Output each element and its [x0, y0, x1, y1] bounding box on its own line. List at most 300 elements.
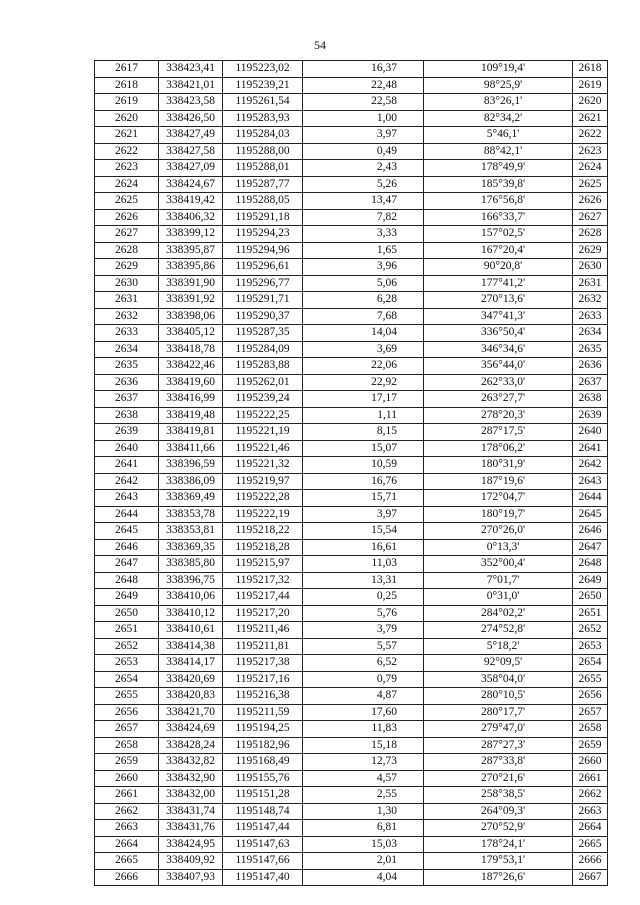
point-number-cell: 2636: [95, 374, 159, 391]
point-number-cell: 2635: [95, 358, 159, 375]
next-point-cell: 2637: [573, 374, 608, 391]
y-coordinate-cell: 1195217,38: [223, 655, 303, 672]
table-row: [95, 605, 608, 622]
next-point-cell: 2629: [573, 242, 608, 259]
table-row: [95, 209, 608, 226]
distance-cell: 3,97: [303, 506, 424, 523]
next-point-cell: 2633: [573, 308, 608, 325]
distance-cell: 0,49: [303, 143, 424, 160]
next-point-cell: 2630: [573, 259, 608, 276]
table-row: [95, 61, 608, 78]
distance-cell: 7,82: [303, 209, 424, 226]
coordinates-table-body: [95, 61, 608, 886]
distance-cell: 3,97: [303, 127, 424, 144]
y-coordinate-cell: 1195217,32: [223, 572, 303, 589]
next-point-cell: 2653: [573, 638, 608, 655]
direction-angle-cell: 83°26,1': [424, 94, 573, 111]
y-coordinate-cell: 1195287,35: [223, 325, 303, 342]
next-point-cell: 2641: [573, 440, 608, 457]
direction-angle-cell: 179°53,1': [424, 853, 573, 870]
point-number-cell: 2646: [95, 539, 159, 556]
point-number-cell: 2665: [95, 853, 159, 870]
table-row: [95, 572, 608, 589]
direction-angle-cell: 270°21,6': [424, 770, 573, 787]
y-coordinate-cell: 1195296,77: [223, 275, 303, 292]
direction-angle-cell: 0°13,3': [424, 539, 573, 556]
point-number-cell: 2623: [95, 160, 159, 177]
next-point-cell: 2657: [573, 704, 608, 721]
distance-cell: 7,68: [303, 308, 424, 325]
y-coordinate-cell: 1195222,19: [223, 506, 303, 523]
x-coordinate-cell: 338432,90: [159, 770, 223, 787]
distance-cell: 16,61: [303, 539, 424, 556]
distance-cell: 22,92: [303, 374, 424, 391]
direction-angle-cell: 187°26,6': [424, 869, 573, 886]
point-number-cell: 2664: [95, 836, 159, 853]
direction-angle-cell: 274°52,8': [424, 622, 573, 639]
y-coordinate-cell: 1195211,46: [223, 622, 303, 639]
next-point-cell: 2635: [573, 341, 608, 358]
table-row: [95, 589, 608, 606]
direction-angle-cell: 287°33,8': [424, 754, 573, 771]
direction-angle-cell: 287°17,5': [424, 424, 573, 441]
table-row: [95, 407, 608, 424]
next-point-cell: 2625: [573, 176, 608, 193]
point-number-cell: 2631: [95, 292, 159, 309]
y-coordinate-cell: 1195182,96: [223, 737, 303, 754]
table-row: [95, 688, 608, 705]
distance-cell: 12,73: [303, 754, 424, 771]
distance-cell: 22,48: [303, 77, 424, 94]
x-coordinate-cell: 338431,76: [159, 820, 223, 837]
direction-angle-cell: 346°34,6': [424, 341, 573, 358]
x-coordinate-cell: 338410,61: [159, 622, 223, 639]
table-row: [95, 193, 608, 210]
table-row: [95, 424, 608, 441]
x-coordinate-cell: 338407,93: [159, 869, 223, 886]
point-number-cell: 2647: [95, 556, 159, 573]
next-point-cell: 2622: [573, 127, 608, 144]
page-number: 54: [314, 38, 326, 52]
point-number-cell: 2626: [95, 209, 159, 226]
distance-cell: 2,43: [303, 160, 424, 177]
distance-cell: 17,60: [303, 704, 424, 721]
direction-angle-cell: 178°49,9': [424, 160, 573, 177]
distance-cell: 15,07: [303, 440, 424, 457]
direction-angle-cell: 180°19,7': [424, 506, 573, 523]
x-coordinate-cell: 338406,32: [159, 209, 223, 226]
next-point-cell: 2660: [573, 754, 608, 771]
y-coordinate-cell: 1195221,32: [223, 457, 303, 474]
point-number-cell: 2629: [95, 259, 159, 276]
point-number-cell: 2666: [95, 869, 159, 886]
point-number-cell: 2663: [95, 820, 159, 837]
x-coordinate-cell: 338385,80: [159, 556, 223, 573]
next-point-cell: 2634: [573, 325, 608, 342]
direction-angle-cell: 258°38,5': [424, 787, 573, 804]
point-number-cell: 2644: [95, 506, 159, 523]
distance-cell: 1,65: [303, 242, 424, 259]
next-point-cell: 2639: [573, 407, 608, 424]
x-coordinate-cell: 338369,35: [159, 539, 223, 556]
next-point-cell: 2645: [573, 506, 608, 523]
distance-cell: 0,25: [303, 589, 424, 606]
next-point-cell: 2666: [573, 853, 608, 870]
direction-angle-cell: 90°20,8': [424, 259, 573, 276]
next-point-cell: 2618: [573, 61, 608, 78]
y-coordinate-cell: 1195218,22: [223, 523, 303, 540]
next-point-cell: 2640: [573, 424, 608, 441]
next-point-cell: 2632: [573, 292, 608, 309]
table-row: [95, 242, 608, 259]
distance-cell: 15,18: [303, 737, 424, 754]
point-number-cell: 2634: [95, 341, 159, 358]
point-number-cell: 2648: [95, 572, 159, 589]
x-coordinate-cell: 338421,70: [159, 704, 223, 721]
table-row: [95, 820, 608, 837]
table-row: [95, 787, 608, 804]
point-number-cell: 2662: [95, 803, 159, 820]
distance-cell: 4,87: [303, 688, 424, 705]
x-coordinate-cell: 338396,75: [159, 572, 223, 589]
y-coordinate-cell: 1195288,05: [223, 193, 303, 210]
x-coordinate-cell: 338426,50: [159, 110, 223, 127]
next-point-cell: 2659: [573, 737, 608, 754]
direction-angle-cell: 358°04,0': [424, 671, 573, 688]
y-coordinate-cell: 1195168,49: [223, 754, 303, 771]
direction-angle-cell: 0°31,0': [424, 589, 573, 606]
next-point-cell: 2651: [573, 605, 608, 622]
distance-cell: 0,79: [303, 671, 424, 688]
distance-cell: 16,37: [303, 61, 424, 78]
x-coordinate-cell: 338427,09: [159, 160, 223, 177]
point-number-cell: 2660: [95, 770, 159, 787]
distance-cell: 6,52: [303, 655, 424, 672]
next-point-cell: 2628: [573, 226, 608, 243]
point-number-cell: 2656: [95, 704, 159, 721]
y-coordinate-cell: 1195283,88: [223, 358, 303, 375]
direction-angle-cell: 263°27,7': [424, 391, 573, 408]
table-row: [95, 358, 608, 375]
x-coordinate-cell: 338391,90: [159, 275, 223, 292]
distance-cell: 6,28: [303, 292, 424, 309]
next-point-cell: 2636: [573, 358, 608, 375]
direction-angle-cell: 280°17,7': [424, 704, 573, 721]
y-coordinate-cell: 1195239,24: [223, 391, 303, 408]
direction-angle-cell: 347°41,3': [424, 308, 573, 325]
point-number-cell: 2628: [95, 242, 159, 259]
y-coordinate-cell: 1195216,38: [223, 688, 303, 705]
y-coordinate-cell: 1195288,01: [223, 160, 303, 177]
y-coordinate-cell: 1195296,61: [223, 259, 303, 276]
next-point-cell: 2646: [573, 523, 608, 540]
distance-cell: 11,83: [303, 721, 424, 738]
y-coordinate-cell: 1195283,93: [223, 110, 303, 127]
y-coordinate-cell: 1195147,40: [223, 869, 303, 886]
x-coordinate-cell: 338386,09: [159, 473, 223, 490]
direction-angle-cell: 187°19,6': [424, 473, 573, 490]
direction-angle-cell: 264°09,3': [424, 803, 573, 820]
direction-angle-cell: 109°19,4': [424, 61, 573, 78]
table-row: [95, 655, 608, 672]
point-number-cell: 2632: [95, 308, 159, 325]
distance-cell: 14,04: [303, 325, 424, 342]
y-coordinate-cell: 1195218,28: [223, 539, 303, 556]
y-coordinate-cell: 1195147,44: [223, 820, 303, 837]
table-row: [95, 440, 608, 457]
point-number-cell: 2645: [95, 523, 159, 540]
x-coordinate-cell: 338396,59: [159, 457, 223, 474]
point-number-cell: 2625: [95, 193, 159, 210]
point-number-cell: 2633: [95, 325, 159, 342]
y-coordinate-cell: 1195221,19: [223, 424, 303, 441]
x-coordinate-cell: 338418,78: [159, 341, 223, 358]
next-point-cell: 2658: [573, 721, 608, 738]
direction-angle-cell: 280°10,5': [424, 688, 573, 705]
distance-cell: 5,26: [303, 176, 424, 193]
distance-cell: 22,58: [303, 94, 424, 111]
next-point-cell: 2648: [573, 556, 608, 573]
point-number-cell: 2649: [95, 589, 159, 606]
x-coordinate-cell: 338427,49: [159, 127, 223, 144]
x-coordinate-cell: 338419,42: [159, 193, 223, 210]
table-row: [95, 638, 608, 655]
distance-cell: 5,76: [303, 605, 424, 622]
point-number-cell: 2653: [95, 655, 159, 672]
table-row: [95, 292, 608, 309]
table-row: [95, 325, 608, 342]
x-coordinate-cell: 338428,24: [159, 737, 223, 754]
next-point-cell: 2638: [573, 391, 608, 408]
point-number-cell: 2624: [95, 176, 159, 193]
next-point-cell: 2654: [573, 655, 608, 672]
direction-angle-cell: 352°00,4': [424, 556, 573, 573]
distance-cell: 3,69: [303, 341, 424, 358]
table-row: [95, 110, 608, 127]
point-number-cell: 2658: [95, 737, 159, 754]
x-coordinate-cell: 338395,86: [159, 259, 223, 276]
direction-angle-cell: 284°02,2': [424, 605, 573, 622]
x-coordinate-cell: 338414,17: [159, 655, 223, 672]
table-row: [95, 523, 608, 540]
direction-angle-cell: 185°39,8': [424, 176, 573, 193]
distance-cell: 1,30: [303, 803, 424, 820]
y-coordinate-cell: 1195211,81: [223, 638, 303, 655]
table-row: [95, 226, 608, 243]
table-row: [95, 490, 608, 507]
next-point-cell: 2642: [573, 457, 608, 474]
direction-angle-cell: 176°56,8': [424, 193, 573, 210]
x-coordinate-cell: 338419,48: [159, 407, 223, 424]
point-number-cell: 2661: [95, 787, 159, 804]
x-coordinate-cell: 338427,58: [159, 143, 223, 160]
x-coordinate-cell: 338369,49: [159, 490, 223, 507]
y-coordinate-cell: 1195217,20: [223, 605, 303, 622]
y-coordinate-cell: 1195147,66: [223, 853, 303, 870]
x-coordinate-cell: 338432,82: [159, 754, 223, 771]
direction-angle-cell: 157°02,5': [424, 226, 573, 243]
next-point-cell: 2652: [573, 622, 608, 639]
y-coordinate-cell: 1195284,09: [223, 341, 303, 358]
next-point-cell: 2621: [573, 110, 608, 127]
distance-cell: 5,57: [303, 638, 424, 655]
y-coordinate-cell: 1195221,46: [223, 440, 303, 457]
distance-cell: 8,15: [303, 424, 424, 441]
y-coordinate-cell: 1195291,71: [223, 292, 303, 309]
x-coordinate-cell: 338419,81: [159, 424, 223, 441]
x-coordinate-cell: 338410,12: [159, 605, 223, 622]
next-point-cell: 2619: [573, 77, 608, 94]
table-row: [95, 374, 608, 391]
table-row: [95, 457, 608, 474]
point-number-cell: 2655: [95, 688, 159, 705]
direction-angle-cell: 5°18,2': [424, 638, 573, 655]
x-coordinate-cell: 338419,60: [159, 374, 223, 391]
direction-angle-cell: 287°27,3': [424, 737, 573, 754]
table-row: [95, 671, 608, 688]
point-number-cell: 2650: [95, 605, 159, 622]
x-coordinate-cell: 338432,00: [159, 787, 223, 804]
y-coordinate-cell: 1195284,03: [223, 127, 303, 144]
x-coordinate-cell: 338424,95: [159, 836, 223, 853]
y-coordinate-cell: 1195261,54: [223, 94, 303, 111]
distance-cell: 13,47: [303, 193, 424, 210]
direction-angle-cell: 92°09,5': [424, 655, 573, 672]
next-point-cell: 2631: [573, 275, 608, 292]
direction-angle-cell: 178°24,1': [424, 836, 573, 853]
table-row: [95, 539, 608, 556]
y-coordinate-cell: 1195217,16: [223, 671, 303, 688]
point-number-cell: 2642: [95, 473, 159, 490]
y-coordinate-cell: 1195222,28: [223, 490, 303, 507]
point-number-cell: 2617: [95, 61, 159, 78]
x-coordinate-cell: 338395,87: [159, 242, 223, 259]
next-point-cell: 2649: [573, 572, 608, 589]
table-row: [95, 721, 608, 738]
table-row: [95, 94, 608, 111]
direction-angle-cell: 336°50,4': [424, 325, 573, 342]
y-coordinate-cell: 1195217,44: [223, 589, 303, 606]
direction-angle-cell: 7°01,7': [424, 572, 573, 589]
next-point-cell: 2626: [573, 193, 608, 210]
next-point-cell: 2662: [573, 787, 608, 804]
distance-cell: 10,59: [303, 457, 424, 474]
x-coordinate-cell: 338411,66: [159, 440, 223, 457]
table-row: [95, 160, 608, 177]
table-row: [95, 704, 608, 721]
x-coordinate-cell: 338410,06: [159, 589, 223, 606]
y-coordinate-cell: 1195155,76: [223, 770, 303, 787]
y-coordinate-cell: 1195219,97: [223, 473, 303, 490]
x-coordinate-cell: 338405,12: [159, 325, 223, 342]
next-point-cell: 2647: [573, 539, 608, 556]
point-number-cell: 2652: [95, 638, 159, 655]
point-number-cell: 2621: [95, 127, 159, 144]
y-coordinate-cell: 1195239,21: [223, 77, 303, 94]
x-coordinate-cell: 338399,12: [159, 226, 223, 243]
distance-cell: 3,79: [303, 622, 424, 639]
point-number-cell: 2641: [95, 457, 159, 474]
y-coordinate-cell: 1195262,01: [223, 374, 303, 391]
table-row: [95, 143, 608, 160]
next-point-cell: 2620: [573, 94, 608, 111]
x-coordinate-cell: 338409,92: [159, 853, 223, 870]
next-point-cell: 2663: [573, 803, 608, 820]
x-coordinate-cell: 338414,38: [159, 638, 223, 655]
table-row: [95, 259, 608, 276]
y-coordinate-cell: 1195151,28: [223, 787, 303, 804]
y-coordinate-cell: 1195223,02: [223, 61, 303, 78]
table-row: [95, 737, 608, 754]
distance-cell: 4,04: [303, 869, 424, 886]
distance-cell: 17,17: [303, 391, 424, 408]
x-coordinate-cell: 338391,92: [159, 292, 223, 309]
direction-angle-cell: 270°26,0': [424, 523, 573, 540]
y-coordinate-cell: 1195294,23: [223, 226, 303, 243]
next-point-cell: 2650: [573, 589, 608, 606]
x-coordinate-cell: 338416,99: [159, 391, 223, 408]
table-row: [95, 308, 608, 325]
point-number-cell: 2640: [95, 440, 159, 457]
direction-angle-cell: 98°25,9': [424, 77, 573, 94]
direction-angle-cell: 270°52,9': [424, 820, 573, 837]
direction-angle-cell: 177°41,2': [424, 275, 573, 292]
y-coordinate-cell: 1195222,25: [223, 407, 303, 424]
x-coordinate-cell: 338353,78: [159, 506, 223, 523]
table-row: [95, 770, 608, 787]
point-number-cell: 2630: [95, 275, 159, 292]
y-coordinate-cell: 1195215,97: [223, 556, 303, 573]
x-coordinate-cell: 338353,81: [159, 523, 223, 540]
y-coordinate-cell: 1195288,00: [223, 143, 303, 160]
distance-cell: 13,31: [303, 572, 424, 589]
point-number-cell: 2619: [95, 94, 159, 111]
table-row: [95, 853, 608, 870]
y-coordinate-cell: 1195290,37: [223, 308, 303, 325]
x-coordinate-cell: 338420,69: [159, 671, 223, 688]
distance-cell: 15,54: [303, 523, 424, 540]
table-row: [95, 506, 608, 523]
point-number-cell: 2639: [95, 424, 159, 441]
next-point-cell: 2624: [573, 160, 608, 177]
table-row: [95, 836, 608, 853]
x-coordinate-cell: 338423,58: [159, 94, 223, 111]
table-row: [95, 473, 608, 490]
next-point-cell: 2627: [573, 209, 608, 226]
direction-angle-cell: 166°33,7': [424, 209, 573, 226]
point-number-cell: 2622: [95, 143, 159, 160]
direction-angle-cell: 180°31,9': [424, 457, 573, 474]
point-number-cell: 2618: [95, 77, 159, 94]
direction-angle-cell: 5°46,1': [424, 127, 573, 144]
distance-cell: 1,00: [303, 110, 424, 127]
distance-cell: 16,76: [303, 473, 424, 490]
table-row: [95, 176, 608, 193]
distance-cell: 2,55: [303, 787, 424, 804]
next-point-cell: 2655: [573, 671, 608, 688]
table-row: [95, 127, 608, 144]
point-number-cell: 2638: [95, 407, 159, 424]
table-row: [95, 341, 608, 358]
direction-angle-cell: 172°04,7': [424, 490, 573, 507]
point-number-cell: 2657: [95, 721, 159, 738]
point-number-cell: 2654: [95, 671, 159, 688]
distance-cell: 22,06: [303, 358, 424, 375]
next-point-cell: 2664: [573, 820, 608, 837]
table-row: [95, 622, 608, 639]
distance-cell: 3,96: [303, 259, 424, 276]
distance-cell: 1,11: [303, 407, 424, 424]
